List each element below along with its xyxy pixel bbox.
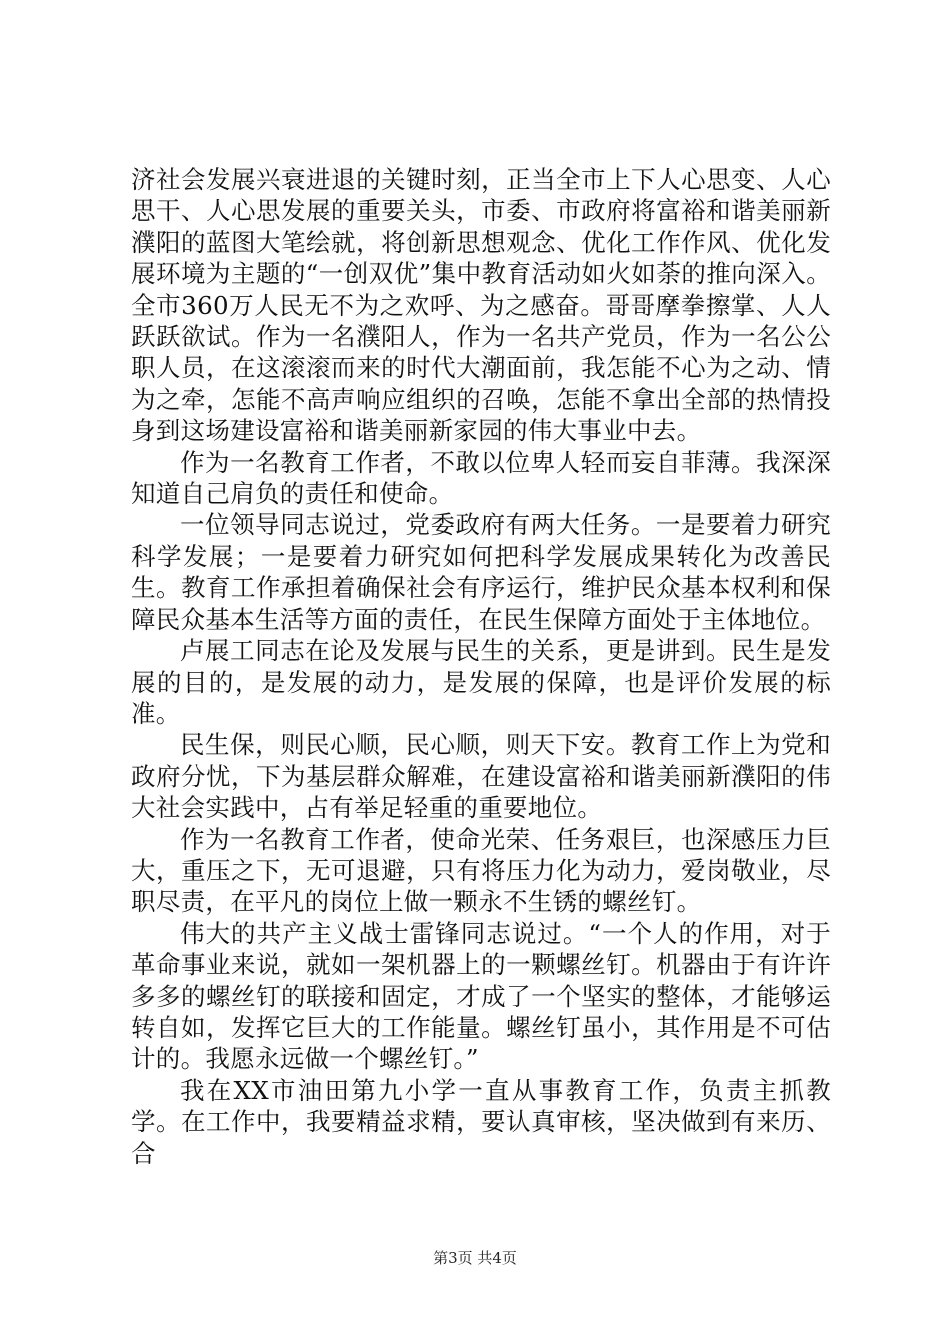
paragraph-4: 卢展工同志在论及发展与民生的关系，更是讲到。民生是发展的目的，是发展的动力，是发展的保障，也是评价发展的标准。: [131, 636, 831, 728]
page-number-label: 第3页 共4页: [433, 1249, 517, 1267]
document-body: [131, 164, 831, 1169]
paragraph-1: 济社会发展兴衰进退的关键时刻，正当全市上下人心思变、人心思干、人心思发展的重要关头，市委、市政府将富裕和谐美丽新濮阳的蓝图大笔绘就，将创新思想观念、优化工作作风、优化发展环境为主题的“一创双优”集中教育活动如火如荼的推向深入。全市360万人民无不为之欢呼、为之感奋。哥哥摩拳擦掌、人人跃跃欲试。作为一名濮阳人，作为一名共产党员，作为一名公公职人员，在这滚滚而来的时代大潮面前，我怎能不心为之动、情为之牵，怎能不高声响应组织的召唤，怎能不拿出全部的热情投身到这场建设富裕和谐美丽新家园的伟大事业中去。: [131, 165, 831, 446]
paragraph-3: 一位领导同志说过，党委政府有两大任务。一是要着力研究科学发展；一是要着力研究如何把科学发展成果转化为改善民生。教育工作承担着确保社会有序运行，维护民众基本权利和保障民众基本生活等方面的责任，在民生保障方面处于主体地位。: [131, 510, 831, 634]
paragraph-2: 作为一名教育工作者，不敢以位卑人轻而妄自菲薄。我深深知道自己肩负的责任和使命。: [131, 447, 831, 509]
paragraph-6: 作为一名教育工作者，使命光荣、任务艰巨，也深感压力巨大，重压之下，无可退避，只有将压力化为动力，爱岗敬业，尽职尽责，在平凡的岗位上做一颗永不生锈的螺丝钉。: [131, 824, 831, 917]
page-footer: [0, 1247, 950, 1268]
paragraph-5: 民生保，则民心顺，民心顺，则天下安。教育工作上为党和政府分忧，下为基层群众解难，在建设富裕和谐美丽新濮阳的伟大社会实践中，占有举足轻重的重要地位。: [131, 730, 831, 823]
paragraph-8: 我在XX市油田第九小学一直从事教育工作，负责主抓教学。在工作中，我要精益求精，要认真审核，坚决做到有来历、合: [131, 1075, 831, 1168]
paragraph-7: 伟大的共产主义战士雷锋同志说过。“一个人的作用，对于革命事业来说，就如一架机器上的一颗螺丝钉。机器由于有许许多多的螺丝钉的联接和固定，才成了一个坚实的整体，才能够运转自如，发挥它巨大的工作能量。螺丝钉虽小，其作用是不可估计的。我愿永远做一个螺丝钉。”: [131, 918, 831, 1074]
